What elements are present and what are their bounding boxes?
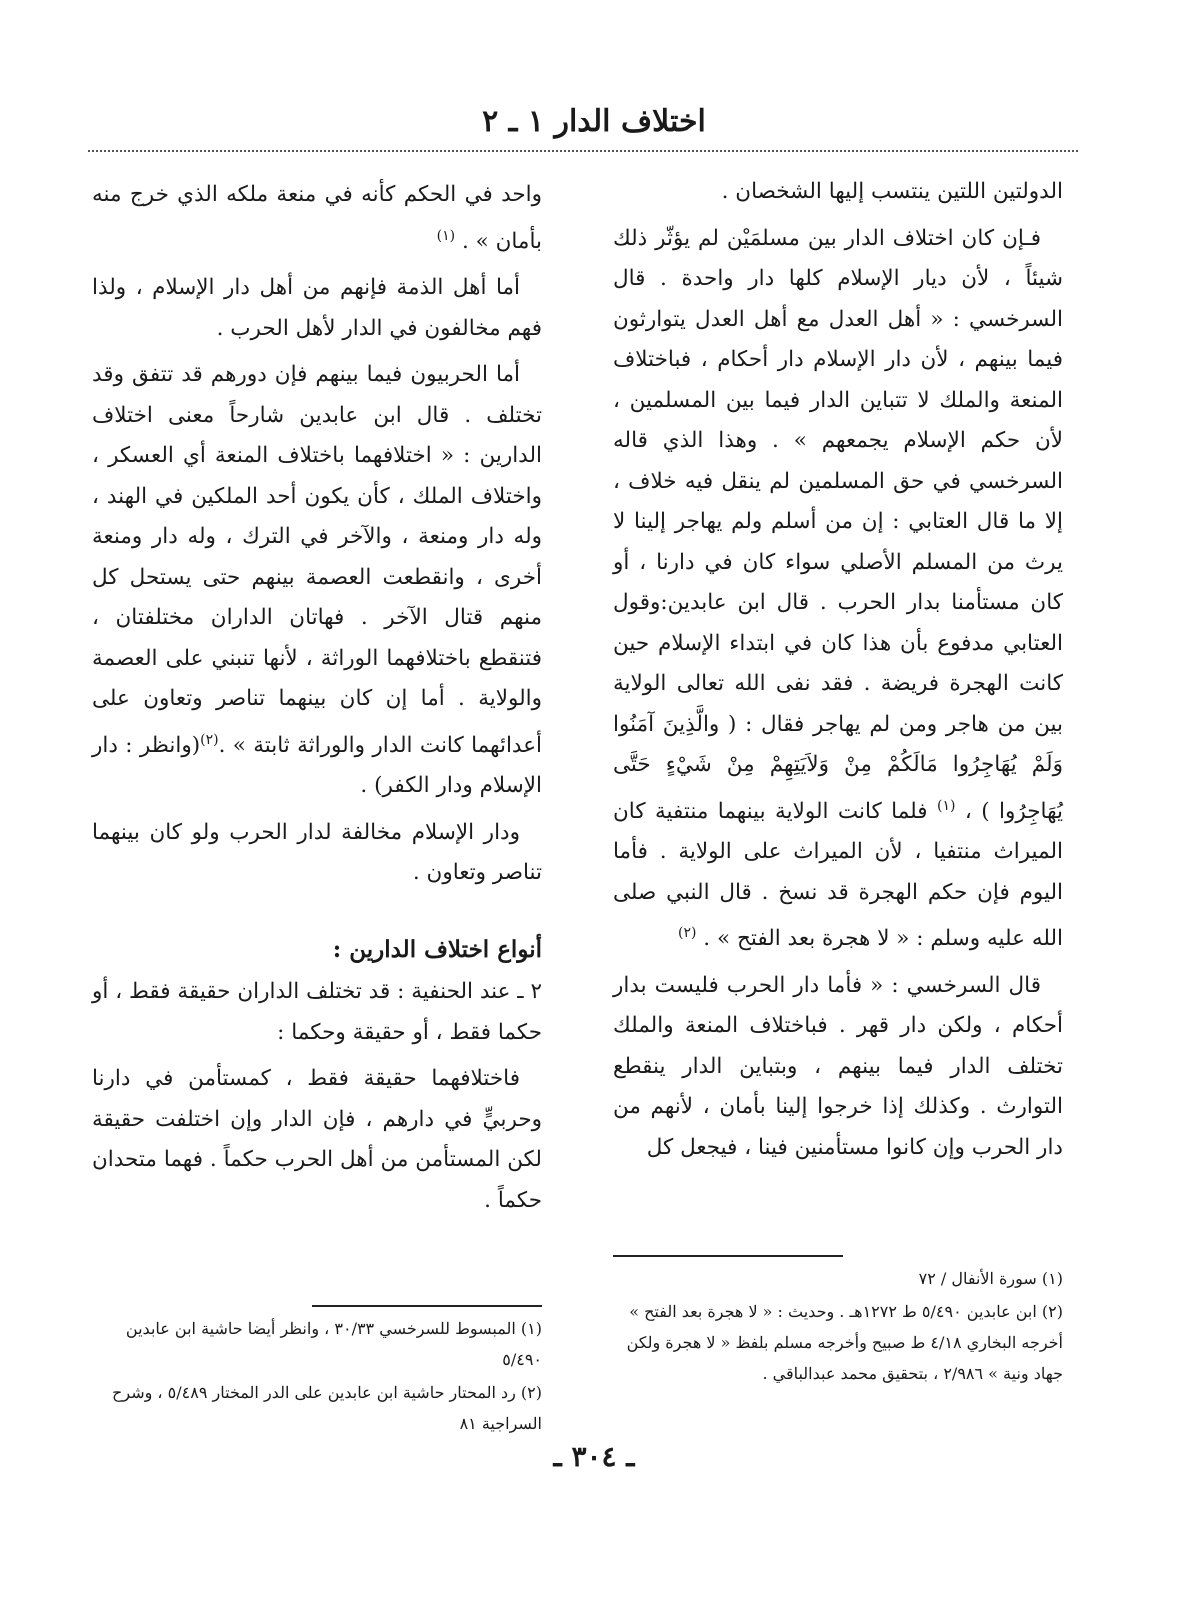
paragraph: [613, 219, 1063, 960]
paragraph-text: واحد في الحكم كأنه في منعة ملكه الذي خرج منه بأمان » .: [92, 182, 542, 254]
section-heading: أنواع اختلاف الدارين :: [332, 935, 542, 963]
paragraph: فاختلافهما حقيقة فقط ، كمستأمن في دارنا وحربيٍّ في دارهم ، فإن الدار وإن اختلفت حقيقة لكن المستأمن من أهل الحرب حكماً . فهما متحدان حكماً .: [92, 1066, 542, 1213]
paragraph: الدولتين اللتين ينتسب إليها الشخصان .: [721, 179, 1063, 204]
footnotes-left: [92, 1305, 542, 1441]
paragraph: أما أهل الذمة فإنهم من أهل دار الإسلام ، ولذا فهم مخالفون في الدار لأهل الحرب .: [92, 275, 542, 341]
footnote: (٢) رد المحتار حاشية ابن عابدين على الدر المختار ٥/٤٨٩ ، وشرح السراجية ٨١: [112, 1383, 542, 1433]
page-title: اختلاف الدار ١ ـ ٢: [482, 104, 706, 139]
paragraph-text: أما الحربيون فيما بينهم فإن دورهم قد تتفق وقد تختلف . قال ابن عابدين شارحاً معنى اختلاف الدارين : « اختلافهما باختلاف المنعة أي العسكر ، واختلاف الملك ، كأن يكون أحد الملكين في الهند ، وله دار ومنعة ، والآخر في الترك ، وله دار ومنعة أخرى ، وانقطعت العصمة بينهم حتى يستحل كل منهم قتال الآخر . فهاتان الداران مختلفتان ، فتنقطع باختلافهما الوراثة ، لأنها تنبني على العصمة والولاية . أما إن كان بينهما تناصر وتعاون على أعدائهما كانت الدار والوراثة ثابتة » .: [92, 362, 542, 758]
left-column: [92, 175, 542, 1227]
paragraph-text: فـإن كان اختلاف الدار بين مسلمَيْن لم يؤثّر ذلك شيئاً ، لأن ديار الإسلام كلها دار واحدة . قال السرخسي : « أهل العدل مع أهل العدل يتوارثون فيما بينهم ، لأن دار الإسلام دار أحكام ، فباختلاف المنعة والملك لا تتباين الدار فيما بين المسلمين ، لأن حكم الإسلام يجمعهم » . وهذا الذي قاله السرخسي في حق المسلمين لم ينقل فيه خلاف ، إلا ما قال العتابي : إن من أسلم ولم يهاجر إلينا لا يرث من المسلم الأصلي سواء كان في دارنا ، أو كان مستأمنا بدار الحرب . قال ابن عابدين:وقول العتابي مدفوع بأن هذا كان في ابتداء الإسلام حين كانت الهجرة فريضة . فقد نفى الله تعالى الولاية بين من هاجر ومن لم يهاجر فقال : ( والَّذِينَ آمَنُوا وَلَمْ يُهَاجِرُوا مَالَكُمْ مِنْ وَلاَيَتِهِمْ مِنْ شَيْءٍ حَتَّى يُهَاجِرُوا ) ،: [613, 225, 1063, 824]
right-column: [613, 172, 1063, 1174]
header-divider: [88, 150, 1078, 152]
footnote: (١) سورة الأنفال / ٧٢: [918, 1269, 1063, 1288]
paragraph: ٢ ـ عند الحنفية : قد تختلف الداران حقيقة فقط ، أو حكما فقط ، أو حقيقة وحكما :: [92, 979, 542, 1045]
footnote-divider: [312, 1305, 542, 1307]
paragraph: ودار الإسلام مخالفة لدار الحرب ولو كان بينهما تناصر وتعاون .: [92, 819, 542, 886]
paragraph: [92, 355, 542, 807]
paragraph-text: فلما كانت الولاية بينهما منتفية كان الميراث منتفيا ، لأن الميراث على الولاية . فأما اليوم فإن حكم الهجرة قد نسخ . قال النبي صلى الله عليه وسلم : « لا هجرة بعد الفتح » .: [613, 798, 1063, 952]
paragraph: [92, 175, 542, 262]
footnotes-right: [613, 1255, 1063, 1391]
paragraph-text: (وانظر : دار الإسلام ودار الكفر) .: [92, 732, 542, 799]
footnote: (٢) ابن عابدين ٥/٤٩٠ ط ١٢٧٢هـ . وحديث : « لا هجرة بعد الفتح » أخرجه البخاري ٤/١٨ ط صبيح وأخرجه مسلم بلفظ « لا هجرة ولكن جهاد ونية » ٢/٩٨٦ ، بتحقيق محمد عبدالباقي .: [626, 1302, 1063, 1383]
paragraph: قال السرخسي : « فأما دار الحرب فليست بدار أحكام ، ولكن دار قهر . فباختلاف المنعة والملك تختلف الدار فيما بينهم ، وبتباين الدار ينقطع التوارث . وكذلك إذا خرجوا إلينا بأمان ، لأنهم من دار الحرب وإن كانوا مستأمنين فينا ، فيجعل كل: [613, 972, 1063, 1160]
footnote-ref: (٢): [200, 731, 219, 748]
footnote-ref: (١): [436, 227, 456, 244]
page-number: ـ ٣٠٤ ـ: [553, 1440, 635, 1473]
footnote-ref: (٢): [677, 925, 697, 942]
footnote-divider: [613, 1255, 843, 1257]
footnote: (١) المبسوط للسرخسي ٣٠/٣٣ ، وانظر أيضا حاشية ابن عابدين ٥/٤٩٠: [125, 1319, 542, 1369]
footnote-ref: (١): [936, 797, 956, 814]
